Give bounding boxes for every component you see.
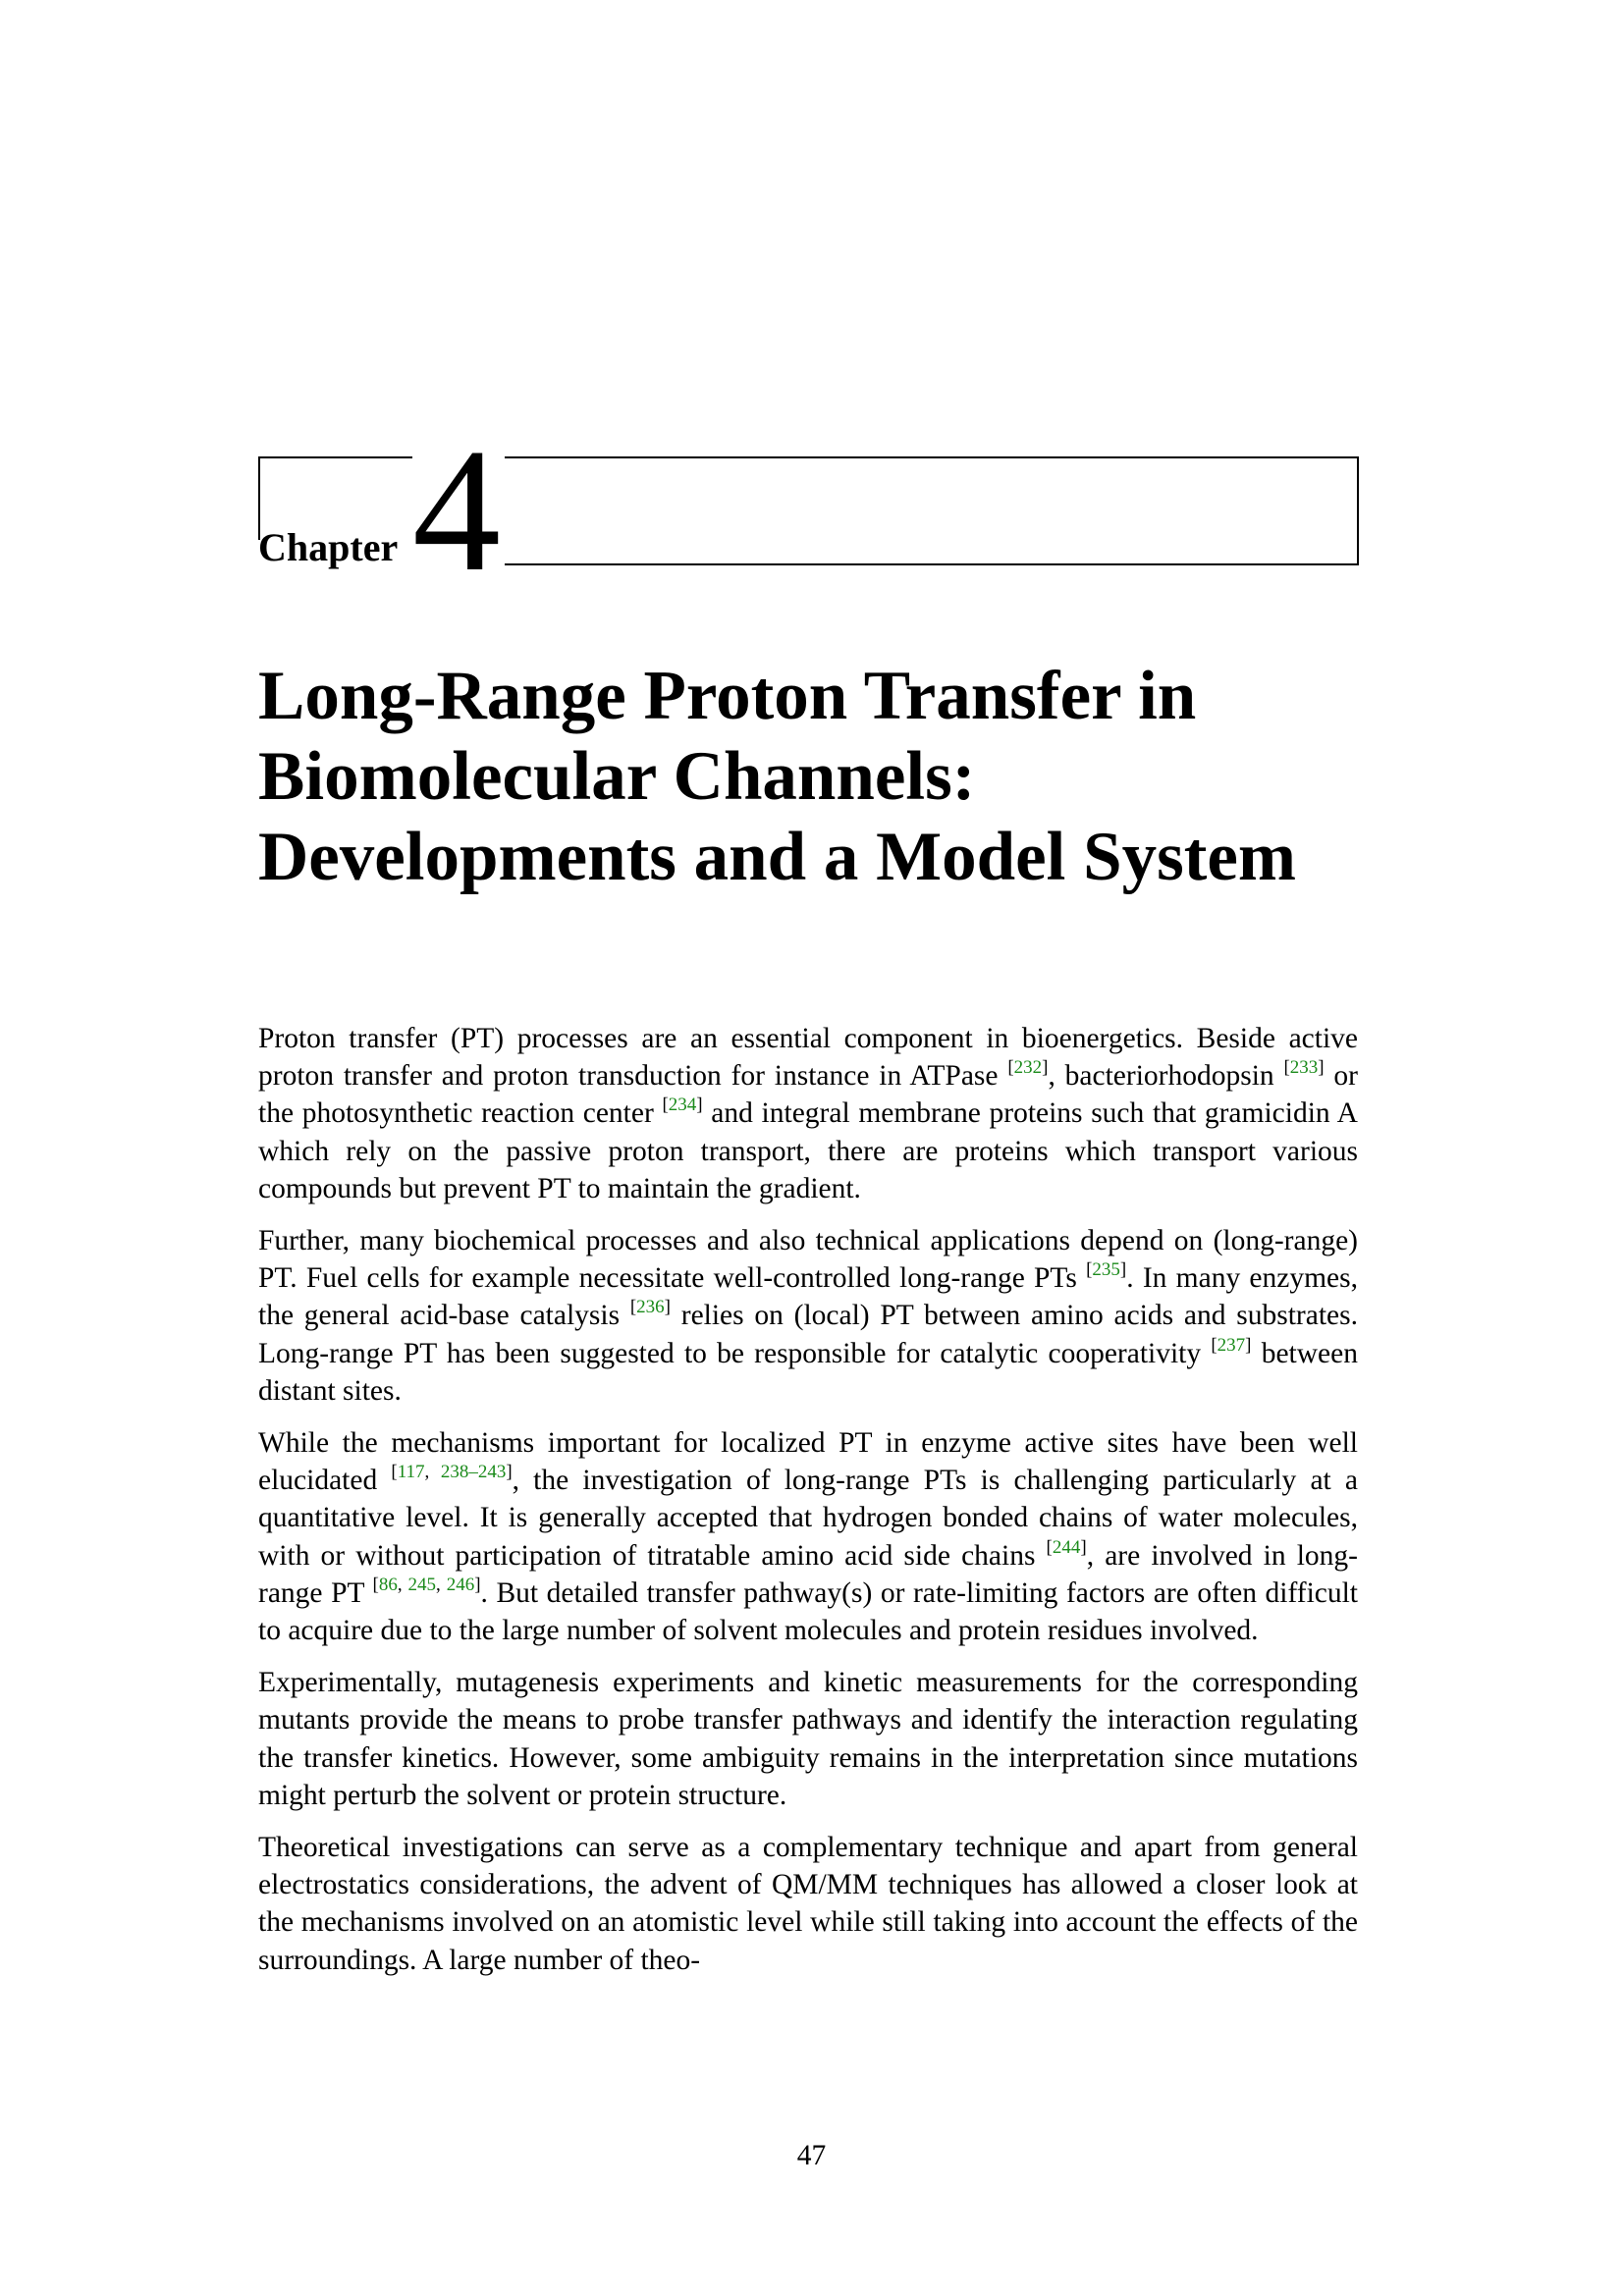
citation-link[interactable]: 238–243 xyxy=(440,1462,507,1483)
paragraph-text: . In many enzymes, the general acid-base catalysis xyxy=(258,1262,1358,1332)
paragraph xyxy=(258,1664,1358,1814)
citation-link[interactable]: 235 xyxy=(1092,1259,1120,1281)
body-text xyxy=(258,1020,1358,1994)
paragraph-text: , bacteriorhodopsin xyxy=(1048,1060,1284,1093)
paragraph-text: between distant sites. xyxy=(258,1337,1358,1407)
chapter-box-right-rule xyxy=(1357,456,1359,564)
chapter-box-top-rule-right xyxy=(505,456,1359,458)
chapter-title-line: Long-Range Proton Transfer in xyxy=(258,658,1197,734)
paragraph-text: Further, many biochemical processes and also technical applications depend on (long-range) PT. Fuel cells for example necessitate well-controlled long-range PTs xyxy=(258,1225,1358,1295)
citation: [235] xyxy=(1086,1259,1127,1281)
citation: [86, 245, 246] xyxy=(372,1574,481,1595)
paragraph xyxy=(258,1829,1358,1979)
paragraph-text: relies on (local) PT between amino acids and substrates. Long-range PT has been suggested to be responsible for catalytic cooperativity xyxy=(258,1300,1358,1369)
paragraph-text: Experimentally, mutagenesis experiments and kinetic measurements for the corresponding mutants provide the means to probe transfer pathways and identify the interaction regulating the transfer kinetics. However, some ambiguity remains in the interpretation since mutations might perturb the solvent or protein structure. xyxy=(258,1667,1358,1811)
paragraph-text: While the mechanisms important for localized PT in enzyme active sites have been well elucidated xyxy=(258,1427,1358,1497)
citation: [234] xyxy=(662,1095,703,1116)
citation-link[interactable]: 245 xyxy=(407,1574,437,1595)
paragraph xyxy=(258,1424,1358,1649)
citation-link[interactable]: 117 xyxy=(397,1462,425,1483)
citation-link[interactable]: 236 xyxy=(636,1297,665,1318)
citation-link[interactable]: 233 xyxy=(1289,1057,1319,1079)
citation-link[interactable]: 86 xyxy=(378,1574,398,1595)
citation-link[interactable]: 232 xyxy=(1013,1057,1043,1079)
chapter-label: Chapter xyxy=(258,525,399,569)
page-number: 47 xyxy=(796,2140,827,2171)
paragraph-text: Theoretical investigations can serve as a complementary technique and apart from general electrostatics considerations, the advent of QM/MM techniques has allowed a closer look at the mechanisms involved on an atomistic level while still taking into account the effects of the surroundings. A large number of theo- xyxy=(258,1832,1358,1976)
chapter-box-top-rule-left xyxy=(258,456,412,458)
citation: [117, 238–243] xyxy=(391,1462,513,1483)
citation: [244] xyxy=(1046,1536,1087,1558)
citation-link[interactable]: 246 xyxy=(446,1574,475,1595)
citation: [237] xyxy=(1211,1334,1252,1356)
paragraph-text: and integral membrane proteins such that gramicidin A which rely on the passive proton transport, there are proteins which transport various compounds but prevent PT to maintain the gradient. xyxy=(258,1097,1358,1204)
paragraph-text: , the investigation of long-range PTs is challenging particularly at a quantitative level. It is generally accepted that hydrogen bonded chains of water molecules, with or without participation of titratable amino acid side chains xyxy=(258,1465,1358,1572)
citation: [232] xyxy=(1007,1057,1049,1079)
paragraph xyxy=(258,1020,1358,1207)
citation-link[interactable]: 234 xyxy=(668,1095,697,1116)
citation: [236] xyxy=(629,1297,671,1318)
paragraph xyxy=(258,1222,1358,1410)
chapter-title-line: Biomolecular Channels: xyxy=(258,738,976,815)
citation: [233] xyxy=(1283,1057,1325,1079)
citation-link[interactable]: 244 xyxy=(1052,1536,1081,1558)
chapter-box-bottom-rule xyxy=(505,563,1359,565)
paragraph-text: , are involved in long-range PT xyxy=(258,1539,1358,1609)
chapter-title-line: Developments and a Model System xyxy=(258,819,1297,895)
paragraph-text: . But detailed transfer pathway(s) or rate-limiting factors are often difficult to acquire due to the large number of solvent molecules and protein residues involved. xyxy=(258,1576,1359,1647)
paragraph-text: or the photosynthetic reaction center xyxy=(258,1060,1359,1130)
chapter-title xyxy=(258,656,1358,897)
chapter-number: 4 xyxy=(412,412,497,608)
paragraph-text: Proton transfer (PT) processes are an essential component in bioenergetics. Beside active proton transfer and proton transduction for instance in ATPase xyxy=(258,1023,1358,1093)
citation-link[interactable]: 237 xyxy=(1217,1334,1246,1356)
